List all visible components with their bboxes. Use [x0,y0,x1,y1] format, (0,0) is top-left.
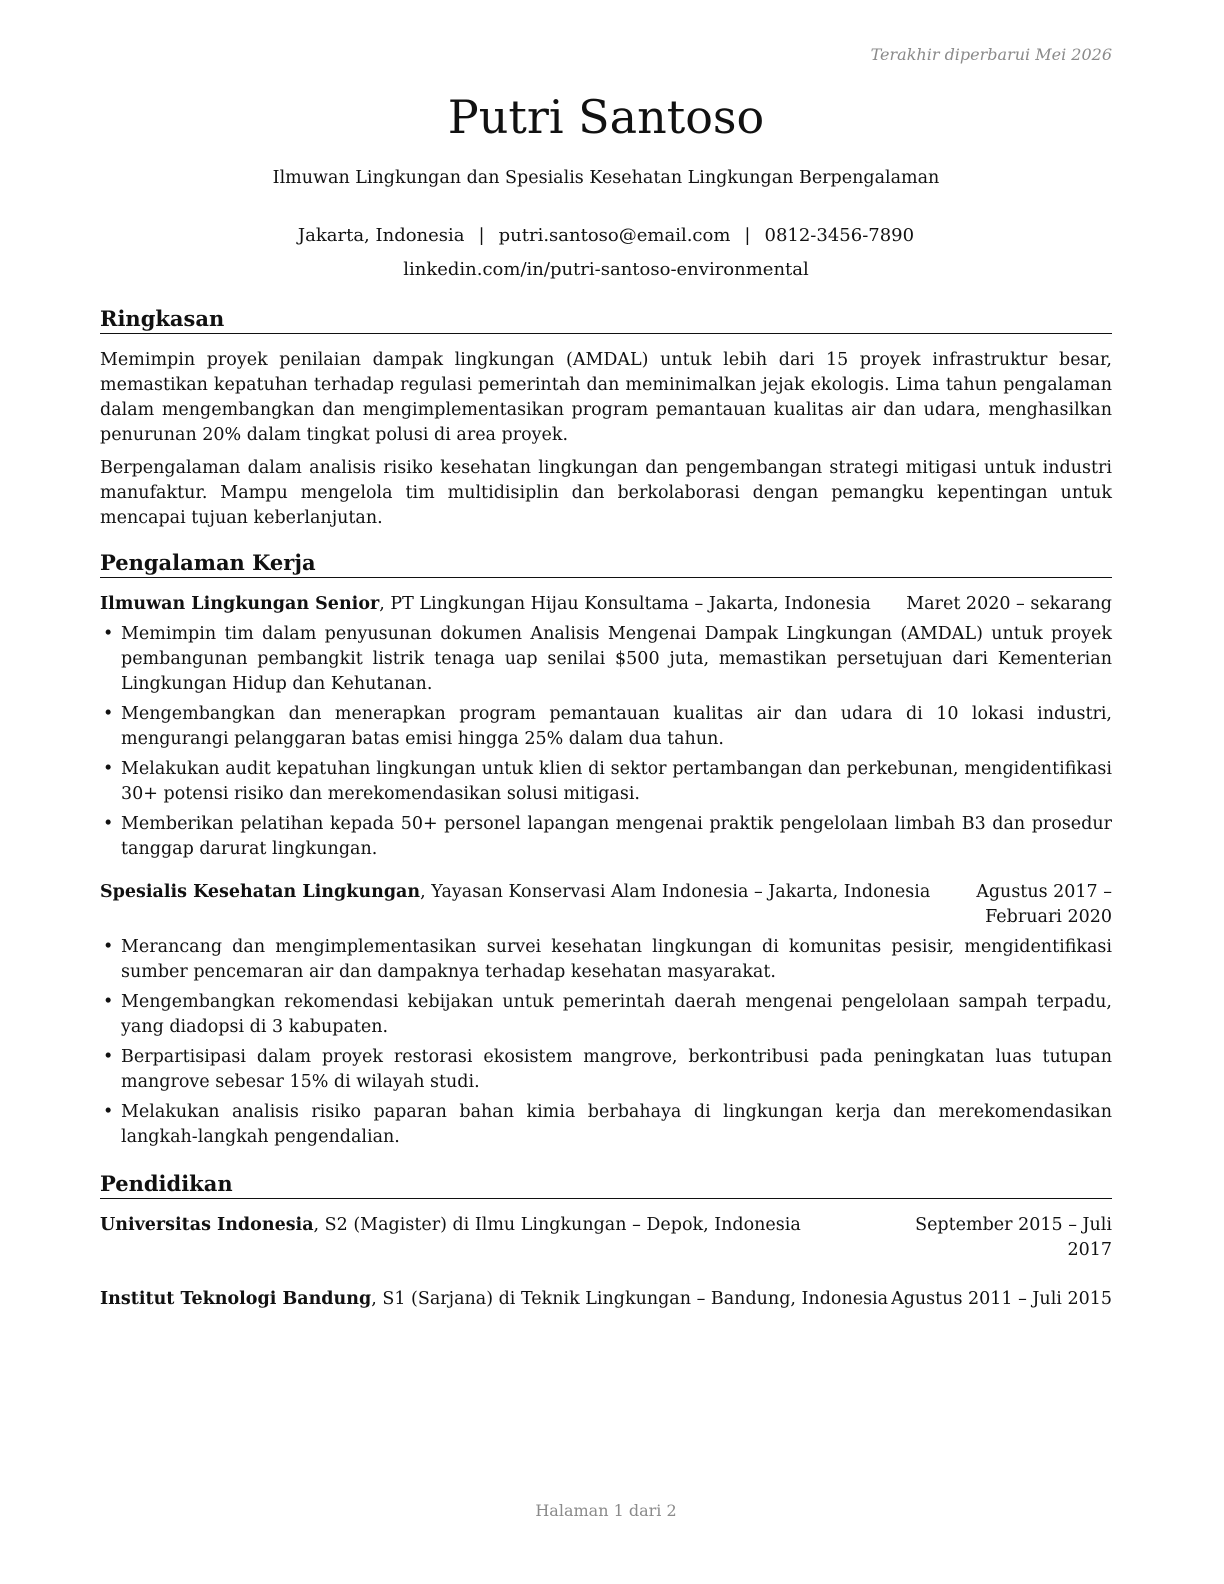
page-number: Halaman 1 dari 2 [535,1501,677,1520]
education-school: Institut Teknologi Bandung [100,1289,372,1309]
candidate-name: Putri Santoso [447,90,765,144]
resume-page [100,0,1112,1584]
education-section [100,1170,1112,1312]
contact-email[interactable]: putri.santoso@email.com [498,225,731,246]
job-header [100,592,1112,617]
list-item [100,990,1112,1040]
contact-separator: | [478,225,485,246]
list-item [100,1100,1112,1150]
experience-section [100,549,1112,1155]
education-title-line [100,1213,801,1263]
job-role: Spesialis Kesehatan Lingkungan [100,882,421,902]
job-dates: Maret 2020 – sekarang [906,594,1112,614]
bullet-text: Melakukan audit kepatuhan lingkungan untuk klien di sektor pertambangan dan perkebunan, mengidentifikasi 30+ potensi risiko dan merekomendasikan solusi mitigasi. [121,759,1112,804]
summary-paragraph: Berpengalaman dalam analisis risiko kesehatan lingkungan dan pengembangan strategi mitigasi untuk industri manufaktur. Mampu mengelola tim multidisiplin dan berkolaborasi dengan pemangku kepentingan untuk mencapai tujuan keberlanjutan. [100,458,1112,528]
bullet-marker: • [103,992,114,1012]
summary-section [100,305,1112,531]
candidate-headline: Ilmuwan Lingkungan dan Spesialis Kesehatan Lingkungan Berpengalaman [272,168,940,188]
bullet-text: Merancang dan mengimplementasikan survei kesehatan lingkungan di komunitas pesisir, mengidentifikasi sumber pencemaran air dan dampaknya terhadap kesehatan masyarakat. [121,937,1112,982]
education-title-line [100,1287,888,1312]
education-degree: , S1 (Sarjana) di Teknik Lingkungan – Bandung, Indonesia [371,1289,889,1309]
list-item [100,1045,1112,1095]
list-item [100,757,1112,807]
list-item [100,702,1112,752]
bullet-text: Mengembangkan dan menerapkan program pemantauan kualitas air dan udara di 10 lokasi industri, mengurangi pelanggaran batas emisi hingga 25% dalam dua tahun. [121,704,1112,749]
last-updated-note: Terakhir diperbarui Mei 2026 [870,45,1112,64]
summary-paragraph: Memimpin proyek penilaian dampak lingkungan (AMDAL) untuk lebih dari 15 proyek infrastruktur besar, memastikan kepatuhan terhadap regulasi pemerintah dan meminimalkan jejak ekologis. Lima tahun pengalaman dalam mengembangkan dan mengimplementasikan program pemantauan kualitas air dan udara, menghasilkan penurunan 20% dalam tingkat polusi di area proyek. [100,350,1112,445]
contact-separator: | [744,225,751,246]
job-bullets [100,622,1112,862]
job-title-line [100,592,871,617]
education-dates: September 2015 – Juli 2017 [915,1215,1112,1260]
education-entry [100,1213,1112,1263]
job-title-line [100,880,930,930]
section-title-education: Pendidikan [100,1170,1112,1199]
job-header [100,880,1112,930]
section-title-summary: Ringkasan [100,305,1112,334]
contact-info [100,219,1112,287]
contact-linkedin[interactable]: linkedin.com/in/putri-santoso-environmental [403,259,809,280]
section-title-experience: Pengalaman Kerja [100,549,1112,578]
education-school: Universitas Indonesia [100,1215,314,1235]
job-organization: , PT Lingkungan Hijau Konsultama – Jakarta, Indonesia [379,594,871,614]
bullet-marker: • [103,759,114,779]
bullet-marker: • [103,624,114,644]
job-entry [100,592,1112,862]
bullet-marker: • [103,704,114,724]
education-entry [100,1287,1112,1312]
list-item [100,622,1112,697]
list-item [100,935,1112,985]
job-bullets [100,935,1112,1150]
job-organization: , Yayasan Konservasi Alam Indonesia – Jakarta, Indonesia [420,882,931,902]
job-entry [100,880,1112,1150]
job-role: Ilmuwan Lingkungan Senior [100,594,380,614]
bullet-text: Mengembangkan rekomendasi kebijakan untuk pemerintah daerah mengenai pengelolaan sampah terpadu, yang diadopsi di 3 kabupaten. [121,992,1112,1037]
bullet-text: Memimpin tim dalam penyusunan dokumen Analisis Mengenai Dampak Lingkungan (AMDAL) untuk proyek pembangunan pembangkit listrik tenaga uap senilai $500 juta, memastikan persetujuan dari Kementerian Lingkungan Hidup dan Kehutanan. [121,624,1112,694]
bullet-text: Memberikan pelatihan kepada 50+ personel lapangan mengenai praktik pengelolaan limbah B3 dan prosedur tanggap darurat lingkungan. [121,814,1112,859]
education-degree: , S2 (Magister) di Ilmu Lingkungan – Depok, Indonesia [313,1215,801,1235]
bullet-marker: • [103,1102,114,1122]
bullet-marker: • [103,814,114,834]
contact-phone: 0812-3456-7890 [764,225,915,246]
bullet-text: Berpartisipasi dalam proyek restorasi ekosistem mangrove, berkontribusi pada peningkatan luas tutupan mangrove sebesar 15% di wilayah studi. [121,1047,1112,1092]
contact-line [100,219,1112,253]
job-dates: Agustus 2017 – Februari 2020 [976,882,1112,927]
bullet-marker: • [103,1047,114,1067]
list-item [100,812,1112,862]
bullet-marker: • [103,937,114,957]
education-dates: Agustus 2011 – Juli 2015 [891,1289,1112,1309]
contact-location: Jakarta, Indonesia [297,225,465,246]
bullet-text: Melakukan analisis risiko paparan bahan kimia berbahaya di lingkungan kerja dan merekomendasikan langkah-langkah pengendalian. [121,1102,1112,1147]
